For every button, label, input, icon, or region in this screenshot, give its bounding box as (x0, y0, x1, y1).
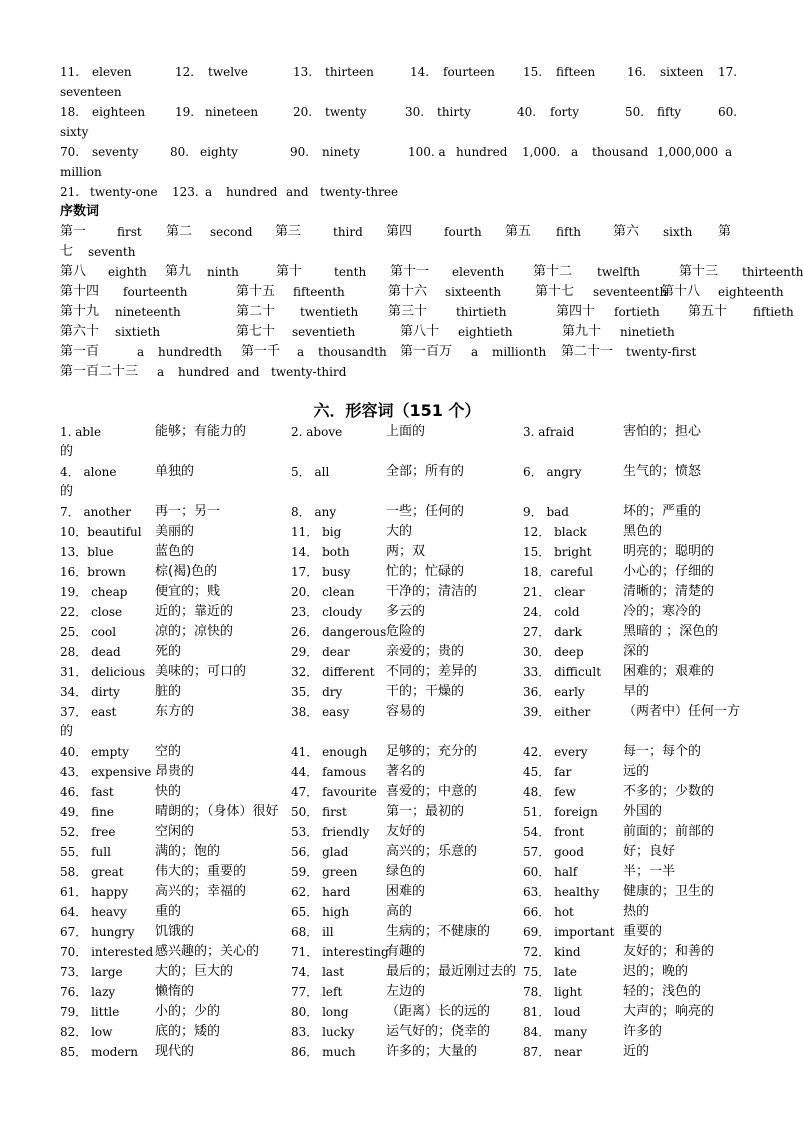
cardinal-row-2-cell: nineteen (205, 105, 259, 119)
cardinal-row-4-cell: twenty-one (90, 185, 158, 199)
adjective-word: 43． expensive (60, 765, 152, 779)
adjective-meaning: 空闲的 (155, 824, 195, 839)
adjective-meaning: 生病的；不健康的 (386, 924, 491, 939)
ordinal-heading: 序数词 (60, 204, 100, 219)
adjective-meaning: 半；一半 (623, 864, 676, 879)
adjective-meaning: 友好的 (386, 824, 426, 839)
adjective-meaning: 高兴的；乐意的 (386, 844, 478, 859)
cardinal-row-2-cell: 18. (60, 105, 80, 119)
adjective-meaning: 好；良好 (623, 844, 676, 859)
adjective-word: 82． low (60, 1025, 113, 1039)
cardinal-row-2-cell: thirty (437, 105, 471, 119)
adjective-word: 62． hard (291, 885, 351, 899)
ordinal-row-6-cell: 第二十一 (561, 344, 614, 359)
adjective-word: 69． important (523, 925, 615, 939)
cardinal-row-3-cell: seventy (92, 145, 139, 159)
adjective-meaning: 喜爱的；中意的 (386, 784, 478, 799)
ordinal-row-5-cell: eightieth (458, 325, 513, 339)
adjective-word: 64． heavy (60, 905, 127, 919)
adjective-word: 60． half (523, 865, 578, 879)
adjective-meaning: 饥饿的 (155, 924, 195, 939)
cardinal-row-1-cell: 17. (718, 65, 738, 79)
adjective-meaning: 满的；饱的 (155, 844, 221, 859)
adjective-word: 51． foreign (523, 805, 598, 819)
adjective-word: 66． hot (523, 905, 574, 919)
adjective-word: 22． close (60, 605, 123, 619)
adjective-meaning: 重要的 (623, 924, 663, 939)
ordinal-row-2-cell: twelfth (597, 265, 641, 279)
cardinal-row-1-cell: twelve (208, 65, 248, 79)
adjective-meaning: 美味的；可口的 (155, 664, 247, 679)
adjective-meaning: 干净的；清洁的 (386, 584, 478, 599)
adjective-meaning: 现代的 (155, 1044, 195, 1059)
adjective-meaning: 大的；巨大的 (155, 964, 234, 979)
ordinal-row-3-cell: 第十五 (236, 284, 276, 299)
ordinal-row-5-cell: ninetieth (620, 325, 675, 339)
cardinal-row-2-cell: 19. (175, 105, 195, 119)
adjective-meaning: 友好的；和善的 (623, 944, 715, 959)
adjective-word: 77． left (291, 985, 343, 999)
cardinal-row-2-cell: eighteen (92, 105, 146, 119)
adjective-word: 8． any (291, 505, 337, 519)
cardinal-row-4-cell: and (286, 185, 309, 199)
cardinal-row-2-wrap: sixty (60, 125, 89, 139)
cardinal-row-4-cell: twenty-three (320, 185, 399, 199)
cardinal-row-1-cell: 13. (293, 65, 313, 79)
ordinal-row-1-cell: fourth (444, 225, 482, 239)
ordinal-row-1-cell: 第一 (60, 224, 87, 239)
ordinal-row-1-cell: 第 (718, 224, 732, 239)
adjective-meaning: 近的；靠近的 (155, 604, 234, 619)
adjective-meaning: 热的 (623, 904, 650, 919)
adjective-word: 42． every (523, 745, 588, 759)
adjective-word: 48． few (523, 785, 576, 799)
adjective-meaning: 近的 (623, 1044, 650, 1059)
cardinal-row-1-cell: 16. (627, 65, 647, 79)
adjective-word: 25． cool (60, 625, 117, 639)
ordinal-row-3-cell: fourteenth (123, 285, 188, 299)
ordinal-row-2-cell: eleventh (452, 265, 505, 279)
adjective-word: 53． friendly (291, 825, 370, 839)
adjective-meaning: 不同的；差异的 (386, 664, 478, 679)
ordinal-row-3-cell: sixteenth (445, 285, 502, 299)
adjective-word: 33． difficult (523, 665, 602, 679)
ordinal-row-1-cell: 第三 (275, 224, 302, 239)
ordinal-row-6-cell: a (137, 345, 145, 359)
ordinal-row-1-cell: third (333, 225, 363, 239)
ordinal-row-6-cell: 第一百 (60, 344, 100, 359)
ordinal-row-6-cell: thousandth (318, 345, 387, 359)
adjective-word: 31． delicious (60, 665, 146, 679)
adjective-meaning: 昂贵的 (155, 764, 195, 779)
cardinal-row-3-cell: a (571, 145, 579, 159)
ordinal-row-3-cell: 第十八 (661, 284, 701, 299)
cardinal-row-3-cell: 100. a (408, 145, 446, 159)
ordinal-row-3-cell: eighteenth (718, 285, 784, 299)
adjective-word: 72． kind (523, 945, 581, 959)
adjective-word: 75． late (523, 965, 578, 979)
ordinal-row-7-cell: a (157, 365, 165, 379)
adjective-word: 81． loud (523, 1005, 581, 1019)
adjective-word: 40． empty (60, 745, 129, 759)
adjective-meaning: 凉的；凉快的 (155, 624, 234, 639)
adjective-word: 84． many (523, 1025, 588, 1039)
adjective-word: 2. above (291, 425, 343, 439)
adjective-meaning: 健康的；卫生的 (623, 884, 715, 899)
ordinal-row-2-cell: 第十三 (679, 264, 719, 279)
adjective-meaning: 许多的；大量的 (386, 1044, 478, 1059)
adjective-meaning: 深的 (623, 644, 650, 659)
adjective-word: 37． east (60, 705, 117, 719)
ordinal-row-1-cell: sixth (663, 225, 693, 239)
adjective-meaning: 快的 (155, 784, 182, 799)
adjective-word: 19． cheap (60, 585, 128, 599)
ordinal-row-4-cell: fiftieth (753, 305, 794, 319)
adjective-meaning: 生气的；愤怒 (623, 464, 702, 479)
cardinal-row-1-cell: fifteen (556, 65, 596, 79)
adjective-meaning: 困难的；艰难的 (623, 664, 715, 679)
ordinal-row-5-cell: sixtieth (115, 325, 161, 339)
adjective-meaning: 第一；最初的 (386, 804, 465, 819)
adjective-word: 4． alone (60, 465, 117, 479)
adjective-word: 49． fine (60, 805, 114, 819)
ordinal-row-1-cell: second (210, 225, 253, 239)
ordinal-row-2-cell: 第十一 (390, 264, 430, 279)
adjective-meaning: 迟的；晚的 (623, 964, 689, 979)
adjective-word: 15． bright (523, 545, 592, 559)
adjective-meaning: 东方的 (155, 704, 195, 719)
ordinal-row-5-cell: 第七十 (236, 324, 276, 339)
cardinal-row-1-cell: eleven (92, 65, 132, 79)
adjective-meaning: 感兴趣的；关心的 (155, 944, 260, 959)
adjective-meaning: 忙的；忙碌的 (386, 564, 465, 579)
cardinal-row-4-cell: 123. (172, 185, 199, 199)
adjective-word: 32． different (291, 665, 375, 679)
adjective-meaning: 黑暗的 ；深色的 (623, 624, 719, 639)
adjective-word: 85． modern (60, 1045, 138, 1059)
adjective-meaning: 冷的；寒冷的 (623, 604, 702, 619)
cardinal-row-1-cell: 11. (60, 65, 80, 79)
ordinal-row-5-cell: seventieth (292, 325, 356, 339)
adjective-word: 50． first (291, 805, 347, 819)
cardinal-row-4-cell: a (205, 185, 213, 199)
ordinal-row-4-cell: 第十九 (60, 304, 100, 319)
section-title: 六．形容词（151 个） (313, 401, 481, 420)
adjective-meaning: 能够；有能力的 (155, 424, 247, 439)
adjective-meaning: 清晰的；清楚的 (623, 584, 715, 599)
adjective-meaning: 坏的；严重的 (623, 504, 702, 519)
adjective-word: 38． easy (291, 705, 350, 719)
adjective-meaning: 小心的；仔细的 (623, 564, 715, 579)
adjective-word: 55． full (60, 845, 111, 859)
adjective-meaning: 晴朗的；（身体）很好 (155, 804, 279, 819)
ordinal-row-6-cell: twenty-first (626, 345, 697, 359)
adjective-meaning: 多云的 (386, 604, 426, 619)
adjective-meaning: 全部；所有的 (386, 464, 465, 479)
ordinal-row-1-wrap-cell: seventh (88, 245, 136, 259)
adjective-word: 16．brown (60, 565, 126, 579)
adjective-meaning: 重的 (155, 904, 182, 919)
adjective-meaning: 大的 (386, 524, 413, 539)
ordinal-row-1-cell: 第六 (613, 224, 640, 239)
adjective-word: 12． black (523, 525, 587, 539)
adjective-meaning: 足够的；充分的 (386, 744, 478, 759)
adjective-meaning: 棕(褐)色的 (155, 564, 218, 579)
adjective-meaning: 空的 (155, 744, 182, 759)
ordinal-row-1-cell: first (117, 225, 142, 239)
ordinal-row-4-cell: fortieth (614, 305, 660, 319)
adjective-word: 的 (60, 484, 74, 499)
adjective-meaning: 容易的 (386, 704, 426, 719)
adjective-word: 67． hungry (60, 925, 135, 939)
adjective-meaning: 明亮的；聪明的 (623, 544, 715, 559)
adjective-meaning: 黑色的 (623, 524, 663, 539)
ordinal-row-3-cell: fifteenth (293, 285, 345, 299)
adjective-word: 10．beautiful (60, 525, 142, 539)
adjective-meaning: 小的；少的 (155, 1004, 221, 1019)
adjective-word: 79． little (60, 1005, 120, 1019)
adjective-word: 71． interesting (291, 945, 389, 959)
ordinal-row-2-cell: ninth (207, 265, 239, 279)
adjective-meaning: 早的 (623, 684, 650, 699)
ordinal-row-4-cell: nineteenth (115, 305, 181, 319)
adjective-meaning: 许多的 (623, 1024, 663, 1039)
adjective-word: 14． both (291, 545, 350, 559)
cardinal-row-2-cell: twenty (325, 105, 367, 119)
adjective-word: 61． happy (60, 885, 129, 899)
ordinal-row-6-cell: 第一千 (241, 344, 281, 359)
ordinal-row-1-cell: fifth (556, 225, 581, 239)
adjective-word: 29． dear (291, 645, 350, 659)
adjective-meaning: 死的 (155, 644, 182, 659)
adjective-word: 17． busy (291, 565, 351, 579)
adjective-word: 86． much (291, 1045, 356, 1059)
adjective-meaning: 脏的 (155, 684, 182, 699)
adjective-word: 44． famous (291, 765, 367, 779)
ordinal-row-2-cell: 第八 (60, 264, 87, 279)
cardinal-row-3-cell: 80. (170, 145, 190, 159)
ordinal-row-1-cell: 第二 (166, 224, 193, 239)
cardinal-row-3-cell: thousand (592, 145, 649, 159)
adjective-word: 59． green (291, 865, 358, 879)
adjective-word: 21． clear (523, 585, 585, 599)
cardinal-row-1-cell: fourteen (443, 65, 495, 79)
cardinal-row-2-cell: fifty (657, 105, 682, 119)
ordinal-row-7-cell: and (237, 365, 260, 379)
adjective-word: 76． lazy (60, 985, 116, 999)
ordinal-row-7-cell: 第一百二十三 (60, 364, 139, 379)
ordinal-row-3-cell: 第十六 (388, 284, 428, 299)
ordinal-row-1-wrap-cell: 七 (60, 244, 74, 259)
ordinal-row-4-cell: twentieth (300, 305, 359, 319)
adjective-word: 24． cold (523, 605, 580, 619)
ordinal-row-2-cell: thirteenth (742, 265, 803, 279)
adjective-meaning: 美丽的 (155, 524, 195, 539)
adjective-word: 63． healthy (523, 885, 600, 899)
adjective-meaning: 两；双 (386, 544, 426, 559)
ordinal-row-6-cell: a (297, 345, 305, 359)
cardinal-row-3-cell: 70. (60, 145, 80, 159)
adjective-meaning: 每一；每个的 (623, 744, 702, 759)
adjective-word: 7． another (60, 505, 131, 519)
adjective-meaning: 高的 (386, 904, 413, 919)
cardinal-row-4-cell: 21. (60, 185, 80, 199)
adjective-word: 36． early (523, 685, 585, 699)
adjective-word: 78． light (523, 985, 582, 999)
cardinal-row-1-wrap: seventeen (60, 85, 122, 99)
ordinal-row-6-cell: millionth (492, 345, 547, 359)
adjective-meaning: 高兴的；幸福的 (155, 884, 247, 899)
adjective-word: 58． great (60, 865, 124, 879)
adjective-word: 41． enough (291, 745, 368, 759)
cardinal-row-1-cell: 14. (410, 65, 430, 79)
adjective-meaning: 不多的；少数的 (623, 784, 715, 799)
ordinal-row-5-cell: 第六十 (60, 324, 100, 339)
ordinal-row-4-cell: 第二十 (236, 304, 276, 319)
adjective-word: 18．careful (523, 565, 593, 579)
cardinal-row-2-cell: 40. (517, 105, 537, 119)
adjective-word: 83． lucky (291, 1025, 355, 1039)
adjective-word: 56． glad (291, 845, 349, 859)
adjective-meaning: 前面的；前部的 (623, 824, 715, 839)
adjective-meaning: 困难的 (386, 884, 426, 899)
adjective-word: 27． dark (523, 625, 582, 639)
cardinal-row-3-cell: ninety (322, 145, 360, 159)
ordinal-row-5-cell: 第九十 (562, 324, 602, 339)
adjective-word: 74． last (291, 965, 345, 979)
adjective-word: 39． either (523, 705, 591, 719)
cardinal-row-1-cell: 15. (523, 65, 543, 79)
cardinal-row-2-cell: 50. (625, 105, 645, 119)
ordinal-row-5-cell: 第八十 (400, 324, 440, 339)
adjective-meaning: 干的；干燥的 (386, 684, 465, 699)
adjective-meaning: 运气好的；侥幸的 (386, 1024, 491, 1039)
adjective-meaning: （两者中）任何一方 (623, 704, 741, 719)
adjective-meaning: 底的；矮的 (155, 1024, 221, 1039)
adjective-meaning: 著名的 (386, 764, 426, 779)
ordinal-row-2-cell: 第十 (276, 264, 303, 279)
adjective-word: 57． good (523, 845, 584, 859)
adjective-word: 13．blue (60, 545, 114, 559)
adjective-meaning: 一些；任何的 (386, 504, 465, 519)
adjective-word: 9． bad (523, 505, 569, 519)
adjective-word: 5． all (291, 465, 330, 479)
adjective-meaning: 蓝色的 (155, 544, 195, 559)
adjective-word: 6． angry (523, 465, 582, 479)
adjective-word: 35． dry (291, 685, 343, 699)
adjective-word: 28． dead (60, 645, 121, 659)
cardinal-row-2-cell: 60. (718, 105, 738, 119)
adjective-word: 26． dangerous (291, 625, 387, 639)
adjective-word: 45． far (523, 765, 572, 779)
cardinal-row-3-cell: 1,000. (522, 145, 561, 159)
ordinal-row-2-cell: tenth (334, 265, 367, 279)
cardinal-row-1-cell: sixteen (660, 65, 704, 79)
adjective-word: 68． ill (291, 925, 334, 939)
adjective-word: 30． deep (523, 645, 584, 659)
adjective-word: 80． long (291, 1005, 349, 1019)
cardinal-row-3-cell: a (725, 145, 733, 159)
adjective-word: 23． cloudy (291, 605, 363, 619)
adjective-meaning: 外国的 (623, 804, 663, 819)
adjective-word: 11． big (291, 525, 342, 539)
cardinal-row-3-cell: hundred (456, 145, 508, 159)
ordinal-row-4-cell: 第四十 (556, 304, 596, 319)
cardinal-row-2-cell: 20. (293, 105, 313, 119)
adjective-meaning: 最后的；最近刚过去的 (386, 964, 517, 979)
adjective-meaning: 远的 (623, 764, 650, 779)
ordinal-row-6-cell: 第一百万 (400, 344, 453, 359)
adjective-meaning: 上面的 (386, 424, 426, 439)
adjective-meaning: 有趣的 (386, 944, 426, 959)
cardinal-row-4-cell: hundred (226, 185, 278, 199)
ordinal-row-6-cell: hundredth (158, 345, 222, 359)
adjective-word: 1. able (60, 425, 102, 439)
adjective-word: 65． high (291, 905, 350, 919)
adjective-word: 54． front (523, 825, 585, 839)
adjective-meaning: 绿色的 (386, 864, 426, 879)
adjective-meaning: 再一；另一 (155, 504, 221, 519)
adjective-word: 3. afraid (523, 425, 575, 439)
ordinal-row-2-cell: 第十二 (533, 264, 573, 279)
adjective-meaning: 亲爱的；贵的 (386, 644, 465, 659)
ordinal-row-6-cell: a (471, 345, 479, 359)
adjective-meaning: （距离）长的远的 (386, 1004, 491, 1019)
adjective-word: 的 (60, 724, 74, 739)
adjective-word: 52． free (60, 825, 116, 839)
adjective-meaning: 便宜的；贱 (155, 584, 221, 599)
ordinal-row-4-cell: 第三十 (388, 304, 428, 319)
adjective-meaning: 危险的 (386, 624, 426, 639)
ordinal-row-7-cell: hundred (178, 365, 230, 379)
cardinal-row-2-cell: forty (550, 105, 580, 119)
ordinal-row-3-cell: seventeenth (593, 285, 668, 299)
adjective-word: 的 (60, 444, 74, 459)
cardinal-row-3-cell: eighty (200, 145, 238, 159)
adjective-meaning: 害怕的；担心 (623, 424, 702, 439)
adjective-meaning: 懒惰的 (155, 984, 195, 999)
ordinal-row-2-cell: eighth (108, 265, 147, 279)
adjective-word: 20． clean (291, 585, 355, 599)
cardinal-row-3-wrap: million (60, 165, 102, 179)
adjective-word: 87． near (523, 1045, 582, 1059)
adjective-meaning: 左边的 (386, 984, 426, 999)
adjective-meaning: 大声的；响亮的 (623, 1004, 715, 1019)
adjective-word: 73． large (60, 965, 123, 979)
adjective-meaning: 轻的；浅色的 (623, 984, 702, 999)
adjective-word: 46． fast (60, 785, 114, 799)
adjective-word: 47． favourite (291, 785, 377, 799)
adjective-word: 70． interested (60, 945, 154, 959)
ordinal-row-1-cell: 第五 (505, 224, 532, 239)
adjective-meaning: 单独的 (155, 464, 195, 479)
cardinal-row-1-cell: thirteen (325, 65, 374, 79)
ordinal-row-4-cell: thirtieth (456, 305, 507, 319)
adjective-word: 34． dirty (60, 685, 120, 699)
cardinal-row-1-cell: 12. (175, 65, 195, 79)
cardinal-row-2-cell: 30. (405, 105, 425, 119)
ordinal-row-2-cell: 第九 (165, 264, 192, 279)
ordinal-row-7-cell: twenty-third (271, 365, 347, 379)
ordinal-row-3-cell: 第十七 (535, 284, 575, 299)
cardinal-row-3-cell: 90. (290, 145, 310, 159)
ordinal-row-3-cell: 第十四 (60, 284, 100, 299)
cardinal-row-3-cell: 1,000,000 (657, 145, 719, 159)
ordinal-row-4-cell: 第五十 (688, 304, 728, 319)
ordinal-row-1-cell: 第四 (386, 224, 413, 239)
adjective-meaning: 伟大的；重要的 (155, 864, 247, 879)
